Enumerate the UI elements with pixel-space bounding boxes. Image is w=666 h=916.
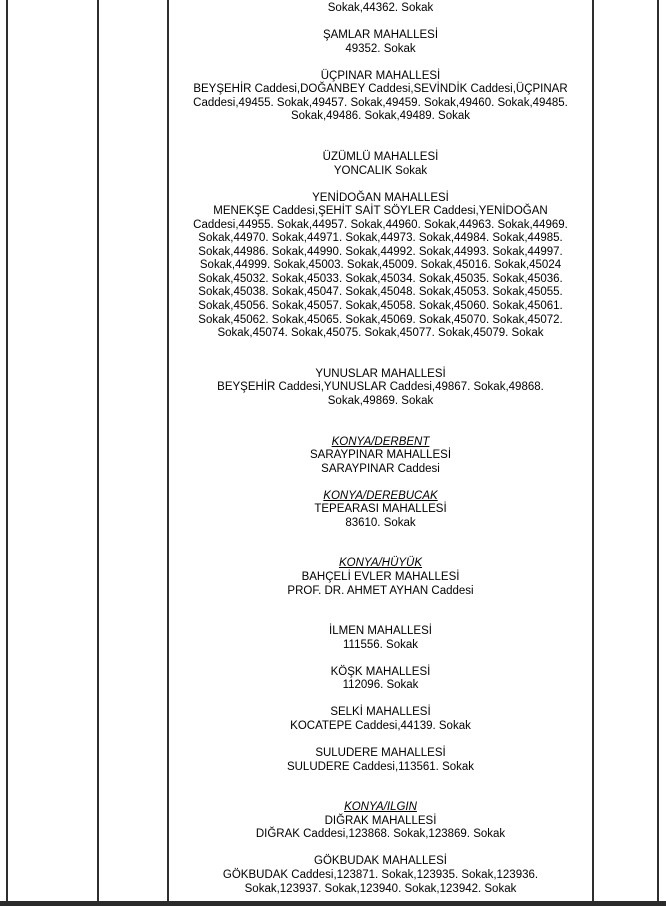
text-line: Sokak,45038. Sokak,45047. Sokak,45048. Sokak,45053. Sokak,45055. — [198, 286, 563, 299]
text-line: Sokak,45074. Sokak,45075. Sokak,45077. Sokak,45079. Sokak — [217, 327, 544, 340]
text-line: Sokak,44986. Sokak,44990. Sokak,44992. Sokak,44993. Sokak,44997. — [198, 245, 563, 258]
text-line: 111556. Sokak — [342, 638, 419, 651]
blank-line — [169, 354, 592, 368]
blank-line — [169, 124, 592, 138]
blank-line — [169, 734, 592, 748]
blank-line — [169, 341, 592, 355]
text-line: İLMEN MAHALLESİ — [329, 625, 432, 638]
text-line: KÖŞK MAHALLESİ — [330, 665, 431, 678]
text-line: SARAYPINAR Caddesi — [321, 462, 440, 475]
blank-line — [169, 788, 592, 802]
table-column-divider-1 — [97, 0, 99, 903]
district-header-line: KONYA/DEREBUCAK — [323, 489, 438, 502]
blank-line — [169, 16, 592, 30]
blank-line — [169, 652, 592, 666]
text-line: 49352. Sokak — [345, 42, 416, 55]
text-line: YENİDOĞAN MAHALLESİ — [312, 191, 449, 204]
table-bottom-border — [0, 901, 666, 906]
blank-line — [169, 422, 592, 436]
text-line: Sokak,45032. Sokak,45033. Sokak,45034. Sokak,45035. Sokak,45036. — [198, 272, 563, 285]
text-line: ŞAMLAR MAHALLESİ — [322, 29, 439, 42]
text-line: 83610. Sokak — [345, 516, 416, 529]
blank-line — [169, 137, 592, 151]
blank-line — [169, 408, 592, 422]
text-line: Sokak,45062. Sokak,45065. Sokak,45069. Sokak,45070. Sokak,45072. — [198, 313, 563, 326]
text-line: GÖKBUDAK Caddesi,123871. Sokak,123935. Sokak,123936. — [222, 869, 539, 881]
text-line: Sokak,49486. Sokak,49489. Sokak — [290, 110, 470, 123]
text-line: MENEKŞE Caddesi,ŞEHİT SAİT SÖYLER Caddesi,YENİDOĞAN — [213, 205, 548, 218]
blank-line — [169, 842, 592, 856]
district-header-line: KONYA/DERBENT — [331, 435, 430, 448]
text-line: SELKİ MAHALLESİ — [330, 706, 431, 719]
blank-line — [169, 544, 592, 558]
text-line: BEYŞEHİR Caddesi,DOĞANBEY Caddesi,SEVİNDİK Caddesi,ÜÇPINAR — [193, 83, 568, 96]
blank-line — [169, 178, 592, 192]
blank-line — [169, 476, 592, 490]
text-line: Sokak,123937. Sokak,123940. Sokak,123942. Sokak — [244, 882, 517, 895]
street-listing-column — [169, 2, 592, 896]
text-line: 112096. Sokak — [342, 679, 419, 692]
text-line: PROF. DR. AHMET AYHAN Caddesi — [287, 584, 474, 597]
text-line: DIĞRAK Caddesi,123868. Sokak,123869. Sokak — [255, 828, 506, 841]
text-line: BAHÇELİ EVLER MAHALLESİ — [301, 570, 460, 583]
blank-line — [169, 612, 592, 626]
text-line: YUNUSLAR MAHALLESİ — [315, 367, 446, 380]
text-line: SULUDERE Caddesi,113561. Sokak — [286, 760, 475, 773]
blank-line — [169, 530, 592, 544]
text-line: SULUDERE MAHALLESİ — [315, 747, 446, 760]
text-line: Sokak,44970. Sokak,44971. Sokak,44973. Sokak,44984. Sokak,44985. — [198, 232, 563, 245]
text-line: Sokak,45056. Sokak,45057. Sokak,45058. Sokak,45060. Sokak,45061. — [198, 300, 563, 313]
table-border-right — [657, 0, 659, 903]
blank-line — [169, 56, 592, 70]
table-column-divider-3 — [592, 0, 594, 903]
district-header-line: KONYA/HÜYÜK — [338, 557, 423, 570]
text-line: KOCATEPE Caddesi,44139. Sokak — [290, 719, 471, 732]
text-line: Sokak,44999. Sokak,45003. Sokak,45009. Sokak,45016. Sokak,45024 — [199, 259, 562, 272]
table-border-left — [6, 0, 8, 903]
text-line: Caddesi,44955. Sokak,44957. Sokak,44960. Sokak,44963. Sokak,44969. — [193, 218, 568, 231]
text-line: YONCALIK Sokak — [333, 164, 428, 177]
text-line: BEYŞEHİR Caddesi,YUNUSLAR Caddesi,49867. Sokak,49868. — [217, 381, 544, 394]
text-line: TEPEARASI MAHALLESİ — [314, 503, 447, 516]
text-line: GÖKBUDAK MAHALLESİ — [314, 855, 447, 868]
district-header-line: KONYA/ILGIN — [344, 801, 417, 814]
text-line: Caddesi,49455. Sokak,49457. Sokak,49459. Sokak,49460. Sokak,49485. — [193, 96, 568, 109]
text-line: DIĞRAK MAHALLESİ — [324, 814, 437, 827]
blank-line — [169, 693, 592, 707]
text-line: ÜZÜMLÜ MAHALLESİ — [322, 151, 439, 164]
text-line: ÜÇPINAR MAHALLESİ — [320, 69, 441, 82]
blank-line — [169, 598, 592, 612]
text-line: Sokak,44362. Sokak — [327, 2, 434, 14]
text-line: Sokak,49869. Sokak — [327, 394, 434, 407]
blank-line — [169, 774, 592, 788]
text-line: SARAYPINAR MAHALLESİ — [309, 449, 452, 462]
